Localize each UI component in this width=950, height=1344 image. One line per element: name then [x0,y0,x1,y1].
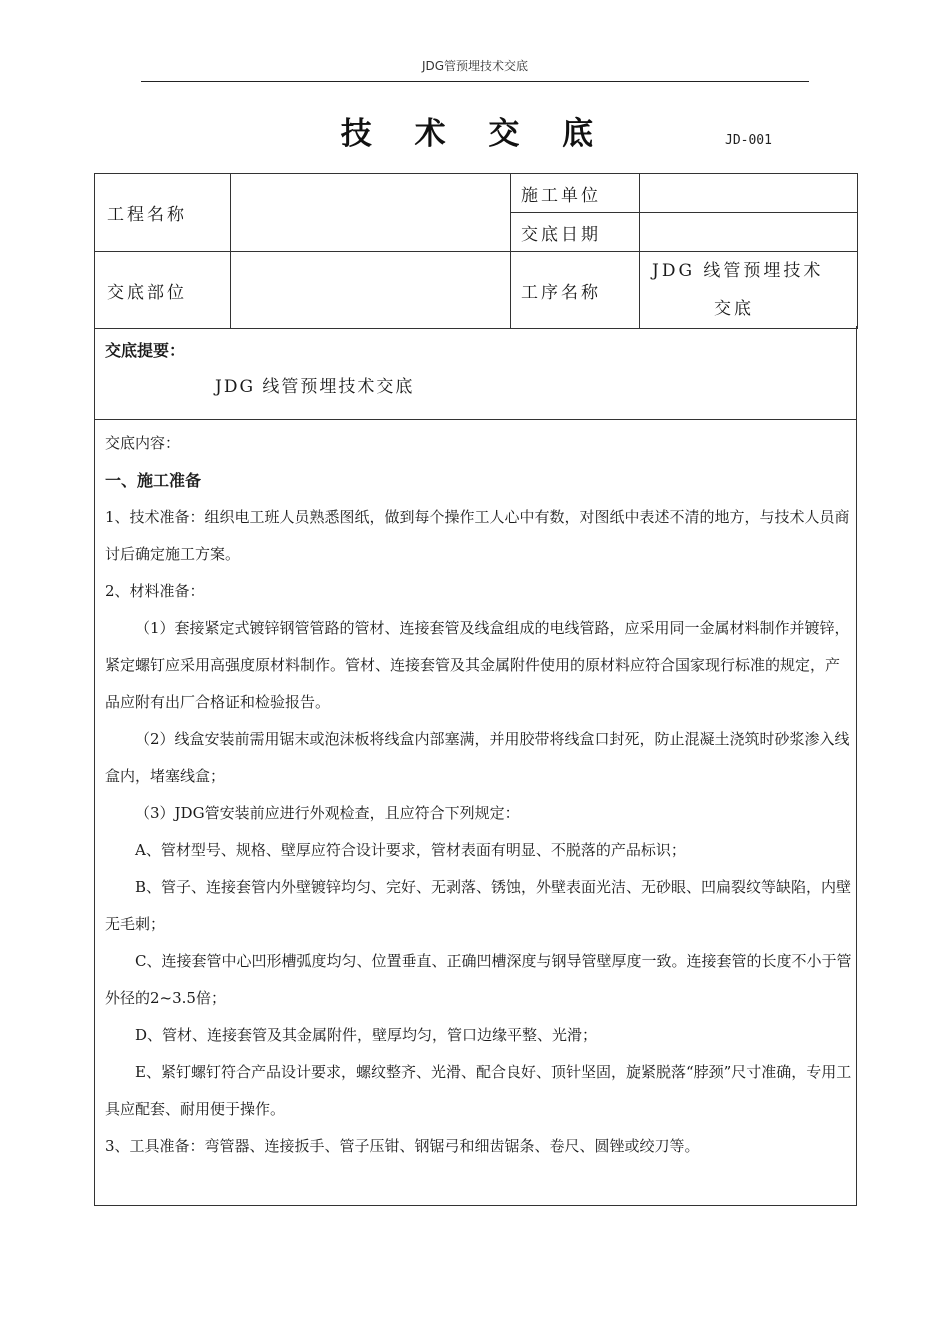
content-section [94,419,857,1206]
construction-unit-value [640,174,858,213]
date-value [640,213,858,252]
paragraph: C、连接套管中心凹形槽弧度均匀、位置垂直、正确凹槽深度与钢导管壁厚度一致。连接套管的长度不小于管外径的2~3.5倍； [105,952,852,1007]
paragraph: D、管材、连接套管及其金属附件，壁厚均匀，管口边缘平整、光滑； [135,1026,598,1044]
paragraph: （2）线盒安装前需用锯末或泡沫板将线盒内部塞满，并用胶带将线盒口封死，防止混凝土浇筑时砂浆渗入线盒内，堵塞线盒； [105,730,850,785]
paragraph: 3、工具准备：弯管器、连接扳手、管子压钳、钢锯弓和细齿锯条、卷尺、圆锉或绞刀等。 [105,1137,700,1155]
paragraph: 1、技术准备：组织电工班人员熟悉图纸，做到每个操作工人心中有数，对图纸中表述不清的地方，与技术人员商讨后确定施工方案。 [105,508,850,563]
section-title: 一、施工准备 [105,471,202,490]
paragraph: （3）JDG管安装前应进行外观检查，且应符合下列规定： [135,804,520,822]
paragraph: B、管子、连接套管内外壁镀锌均匀、完好、无剥落、锈蚀，外壁表面光洁、无砂眼、凹扁裂纹等缺陷，内壁无毛刺； [105,878,852,933]
part-label: 交底部位 [95,252,231,329]
document-title: 技 术 交 底 [340,116,610,152]
process-label: 工序名称 [511,252,640,329]
process-value [640,252,858,329]
project-name-value [231,174,511,252]
paragraph: 2、材料准备： [105,582,205,600]
info-table [94,173,858,329]
header-rule [141,81,809,82]
process-value-line1: JDG 线管预埋技术 [652,261,824,281]
paragraph: E、紧钉螺钉符合产品设计要求，螺纹整齐、光滑、配合良好、顶针坚固，旋紧脱落“脖颈”尺寸准确，专用工具应配套、耐用便于操作。 [105,1063,852,1118]
content-body [105,425,853,1165]
running-header: JDG管预埋技术交底 [421,59,529,73]
summary-section [94,326,857,420]
paragraph: A、管材型号、规格、壁厚应符合设计要求，管材表面有明显、不脱落的产品标识； [135,841,686,859]
paragraph: （1）套接紧定式镀锌钢管管路的管材、连接套管及线盒组成的电线管路，应采用同一金属材料制作并镀锌，紧定螺钉应采用高强度原材料制作。管材、连接套管及其金属附件使用的原材料应符合国家现行标准的规定，产品应附有出厂合格证和检验报告。 [105,619,850,711]
part-value [231,252,511,329]
process-value-line2: 交底 [714,299,754,319]
project-name-label: 工程名称 [95,174,231,252]
construction-unit-label: 施工单位 [511,174,640,213]
summary-label: 交底提要： [105,341,186,360]
summary-text: JDG 线管预埋技术交底 [215,377,415,397]
document-number: JD-001 [725,133,772,148]
content-label: 交底内容： [105,434,181,452]
date-label: 交底日期 [511,213,640,252]
